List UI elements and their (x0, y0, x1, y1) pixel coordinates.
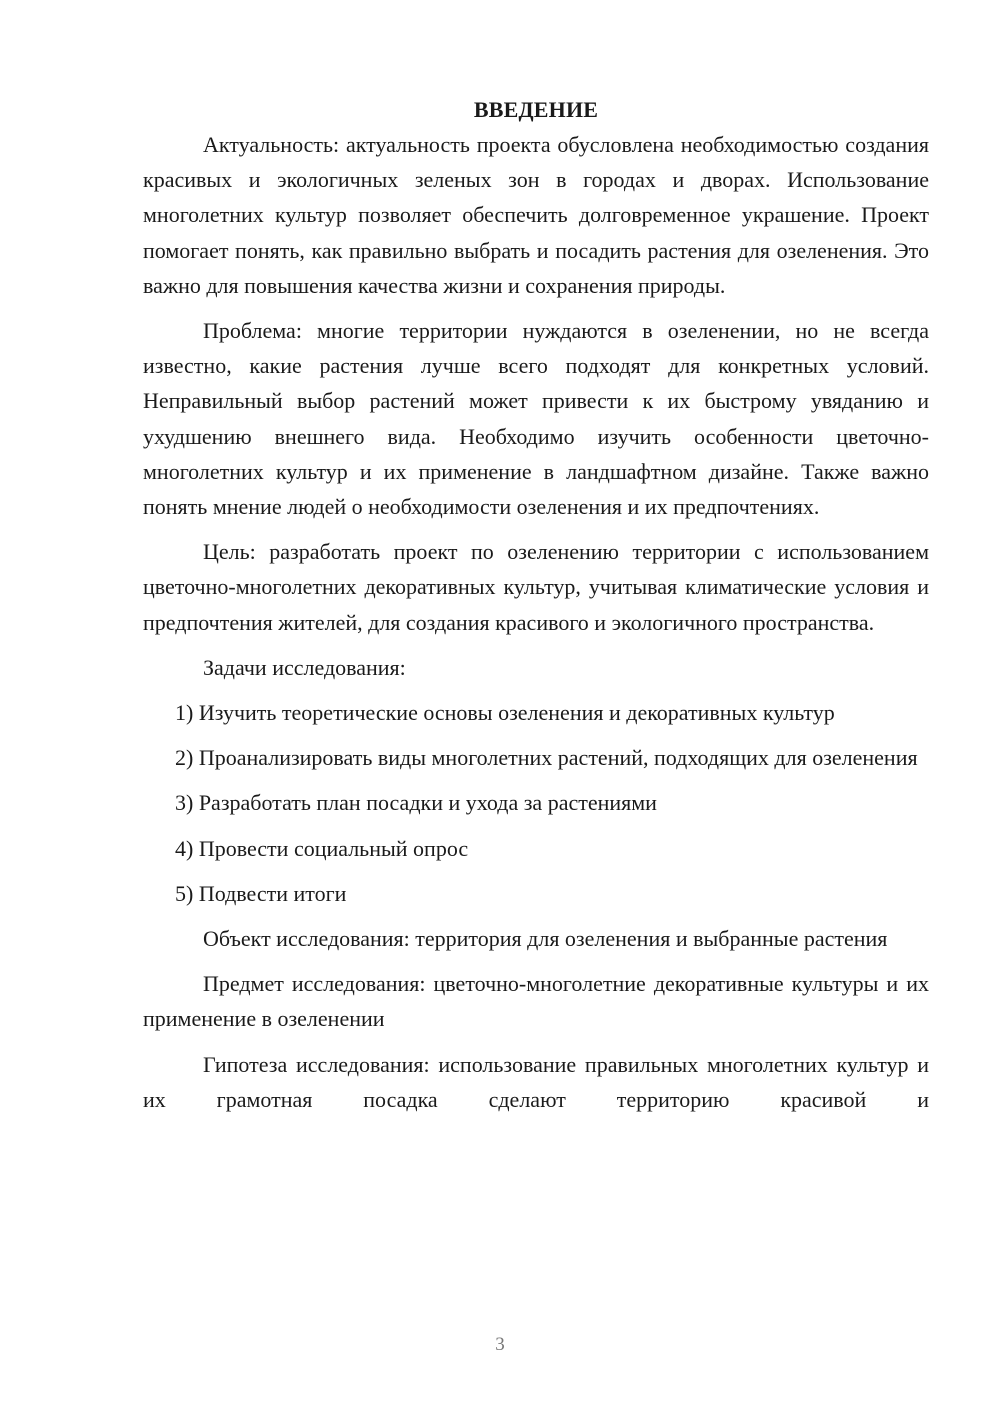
object-paragraph: Объект исследования: территория для озеленения и выбранные растения (203, 926, 888, 952)
document-page (143, 92, 929, 1127)
page-number: 3 (495, 1334, 505, 1355)
hypothesis-paragraph: Гипотеза исследования: использование правильных многолетних культур и их грамотная посадка сделают территорию красивой и (143, 1051, 929, 1112)
task-item-4: 4) Провести социальный опрос (175, 835, 469, 861)
problem-paragraph: Проблема: многие территории нуждаются в озеленении, но не всегда известно, какие растения лучше всего подходят для конкретных условий. Неправильный выбор растений может привести к их быстрому увяданию и ухудшению внешнего вида. Необходимо изучить особенности цветочно-многолетних культур и их применение в ландшафтном дизайне. Также важно понять мнение людей о необходимости озеленения и их предпочтениях. (143, 318, 929, 520)
subject-paragraph: Предмет исследования: цветочно-многолетние декоративные культуры и их применение в озеленении (143, 971, 929, 1032)
task-item-1: 1) Изучить теоретические основы озеленения и декоративных культур (175, 700, 835, 726)
goal-paragraph: Цель: разработать проект по озеленению территории с использованием цветочно-многолетних декоративных культур, учитывая климатические условия и предпочтения жителей, для создания красивого и экологичного пространства. (143, 539, 929, 635)
task-item-3: 3) Разработать план посадки и ухода за растениями (175, 790, 657, 816)
task-item-2: 2) Проанализировать виды многолетних растений, подходящих для озеленения (175, 745, 918, 771)
section-heading: ВВЕДЕНИЕ (473, 97, 599, 122)
tasks-title: Задачи исследования: (203, 654, 406, 680)
task-item-5: 5) Подвести итоги (175, 880, 347, 906)
relevance-paragraph: Актуальность: актуальность проекта обусловлена необходимостью создания красивых и экологичных зеленых зон в городах и дворах. Использование многолетних культур позволяет обеспечить долговременное украшение. Проект помогает понять, как правильно выбрать и посадить растения для озеленения. Это важно для повышения качества жизни и сохранения природы. (143, 132, 929, 298)
